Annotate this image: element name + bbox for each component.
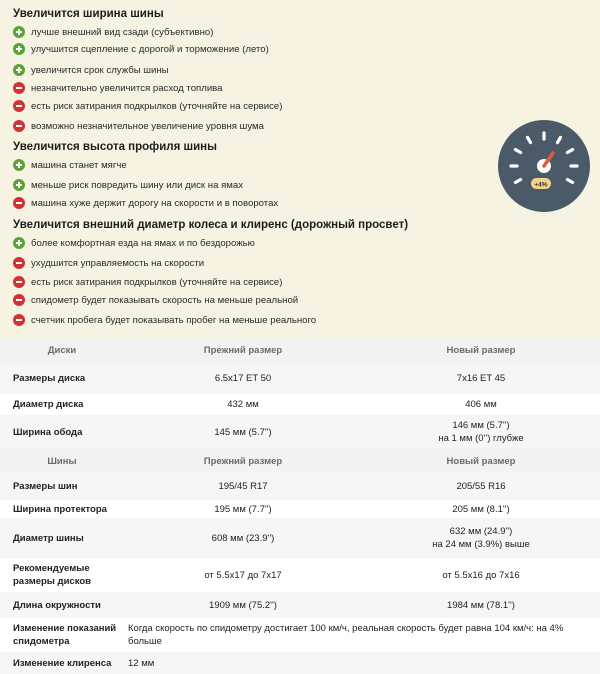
effect-item: более комфортная езда на ямах и по бездорожью xyxy=(13,236,255,250)
speedometer-gauge-icon xyxy=(497,119,591,213)
tires-header-old: Прежний размер xyxy=(124,449,362,473)
minus-icon xyxy=(13,276,25,288)
minus-icon xyxy=(13,197,25,209)
effect-item: счетчик пробега будет показывать пробег на меньше реального xyxy=(13,313,316,327)
discs-header-old: Прежний размер xyxy=(124,338,362,363)
table-row: Изменение клиренса 12 мм xyxy=(0,652,600,674)
plus-icon xyxy=(13,43,25,55)
plus-icon xyxy=(13,26,25,38)
discs-header-new: Новый размер xyxy=(362,338,600,363)
plus-icon xyxy=(13,159,25,171)
effect-item: возможно незначительное увеличение уровня шума xyxy=(13,119,264,133)
table-row: Ширина протектора 195 мм (7.7'') 205 мм (8.1'') xyxy=(13,503,510,515)
section-title-width: Увеличится ширина шины xyxy=(13,8,164,20)
effect-item: машина станет мягче xyxy=(13,158,127,172)
tires-header-new: Новый размер xyxy=(362,449,600,473)
section-title-diameter: Увеличится внешний диаметр колеса и клиренс (дорожный просвет) xyxy=(13,219,409,231)
effect-item: улучшится сцепление с дорогой и торможение (лето) xyxy=(13,42,269,56)
effect-item: спидометр будет показывать скорость на меньше реальной xyxy=(13,293,298,307)
size-comparison-table xyxy=(0,338,600,674)
plus-icon xyxy=(13,237,25,249)
table-row: Диаметр шины 608 мм (23.9'') 632 мм (24.9'') на 24 мм (3.9%) выше xyxy=(0,518,600,558)
effect-item: есть риск затирания подкрылков (уточняйте на сервисе) xyxy=(13,275,282,289)
effect-item: ухудшится управляемость на скорости xyxy=(13,256,204,270)
minus-icon xyxy=(13,257,25,269)
effect-item: увеличится срок службы шины xyxy=(13,63,169,77)
section-title-profile: Увеличится высота профиля шины xyxy=(13,141,217,153)
table-row: Рекомендуемые размеры дисков от 5.5x17 до 7x17 от 5.5x16 до 7x16 xyxy=(13,563,520,587)
table-row: Размеры диска 6.5x17 ET 50 7x16 ET 45 xyxy=(0,363,600,394)
minus-icon xyxy=(13,314,25,326)
plus-icon xyxy=(13,179,25,191)
effect-item: лучше внешний вид сзади (субъективно) xyxy=(13,25,213,39)
discs-header-row xyxy=(0,338,600,363)
minus-icon xyxy=(13,100,25,112)
minus-icon xyxy=(13,294,25,306)
table-row: Изменение показаний спидометра Когда скорость по спидометру достигает 100 км/ч, реальная скорость будет равна 104 км/ч: на 4% больше xyxy=(13,623,564,647)
discs-header-label: Диски xyxy=(0,338,124,363)
table-row: Диаметр диска 432 мм 406 мм xyxy=(13,399,497,410)
plus-icon xyxy=(13,64,25,76)
table-row: Длина окружности 1909 мм (75.2'') 1984 мм (78.1'') xyxy=(0,592,600,618)
effect-item: незначительно увеличится расход топлива xyxy=(13,81,223,95)
minus-icon xyxy=(13,120,25,132)
effect-item: машина хуже держит дорогу на скорости и в поворотах xyxy=(13,196,278,210)
effect-item: есть риск затирания подкрылков (уточняйте на сервисе) xyxy=(13,99,282,113)
gauge-badge: +4% xyxy=(534,181,548,189)
tires-header-row xyxy=(0,449,600,473)
table-row: Ширина обода 145 мм (5.7'') 146 мм (5.7'') на 1 мм (0'') глубже xyxy=(0,415,600,449)
table-row: Размеры шин 195/45 R17 205/55 R16 xyxy=(0,473,600,500)
minus-icon xyxy=(13,82,25,94)
effect-item: меньше риск повредить шину или диск на ямах xyxy=(13,178,243,192)
tires-header-label: Шины xyxy=(0,449,124,473)
